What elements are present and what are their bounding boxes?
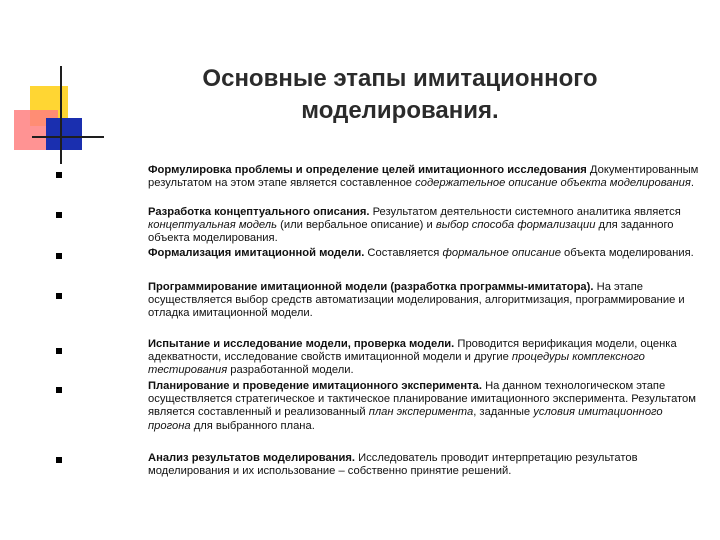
blue-square	[46, 118, 82, 150]
item-text: разработанной модели.	[227, 364, 354, 377]
item-text: Составляется	[364, 247, 443, 259]
item-text: объекта моделирования.	[560, 247, 694, 259]
item-text: Результатом деятельности системного аналитика является	[369, 206, 681, 218]
item-heading: Испытание и исследование модели, проверка модели.	[148, 338, 455, 350]
item-text: для выбранного плана.	[190, 419, 315, 432]
list-item-formalization	[148, 247, 708, 260]
item-heading: Программирование имитационной модели (разработка программы-имитатора).	[148, 281, 594, 293]
bullet-marker	[56, 348, 62, 354]
item-text: На этапе осуществляется выбор средств автоматизации моделирования, алгоритмизация, программирование и отладка имитационной модели.	[148, 281, 685, 320]
item-emphasis: план эксперимента	[368, 406, 474, 419]
slide-title	[160, 63, 640, 127]
item-text: Документированным результатом на этом этапе является составленное	[148, 164, 699, 190]
item-emphasis: содержательное описание объекта моделирования	[415, 177, 691, 190]
title-line-2: моделирования.	[301, 97, 499, 124]
bullet-marker	[56, 212, 62, 218]
item-text: , заданные	[473, 406, 534, 419]
item-text: для заданного объекта моделирования.	[148, 219, 674, 245]
bullet-marker	[56, 387, 62, 393]
list-item-results-analysis	[148, 452, 708, 478]
bullet-marker	[56, 253, 62, 259]
item-text: Проводится верификация модели, оценка адекватности, исследование свойств имитационной модели и другие	[148, 338, 677, 364]
item-emphasis: выбор способа формализации	[435, 219, 596, 232]
bullet-marker	[56, 172, 62, 178]
item-text: На данном технологическом этапе осуществляется стратегическое и тактическое планирование имитационного эксперимента. Результатом является составленный и реализованный	[148, 380, 696, 419]
bullet-marker	[56, 457, 62, 463]
item-heading: Разработка концептуального описания.	[148, 206, 370, 218]
item-heading: Формулировка проблемы и определение целей имитационного исследования	[148, 164, 587, 176]
item-emphasis: формальное описание	[442, 247, 561, 259]
list-item-conceptual-description	[148, 206, 708, 246]
list-item-problem-formulation	[148, 164, 708, 190]
decorative-logo-blocks	[0, 0, 110, 170]
bullet-marker	[56, 293, 62, 299]
item-text: .	[690, 177, 694, 190]
item-text: (или вербальное описание) и	[276, 219, 436, 232]
item-emphasis: процедуры комплексного тестирования	[148, 351, 645, 377]
list-item-experiment-planning	[148, 380, 708, 433]
item-emphasis: условия имитационного прогона	[148, 406, 663, 432]
item-heading: Планирование и проведение имитационного эксперимента.	[148, 380, 482, 392]
list-item-testing	[148, 338, 708, 378]
item-text: Исследователь проводит интерпретацию результатов моделирования и их использование – собственно принятие решений.	[148, 452, 638, 478]
title-line-1: Основные этапы имитационного	[202, 65, 598, 92]
item-heading: Формализация имитационной модели.	[148, 247, 365, 259]
vertical-line	[60, 66, 62, 164]
item-emphasis: концептуальная модель	[148, 219, 277, 232]
horizontal-line	[32, 136, 104, 138]
item-heading: Анализ результатов моделирования.	[148, 452, 355, 464]
list-item-programming	[148, 281, 708, 321]
